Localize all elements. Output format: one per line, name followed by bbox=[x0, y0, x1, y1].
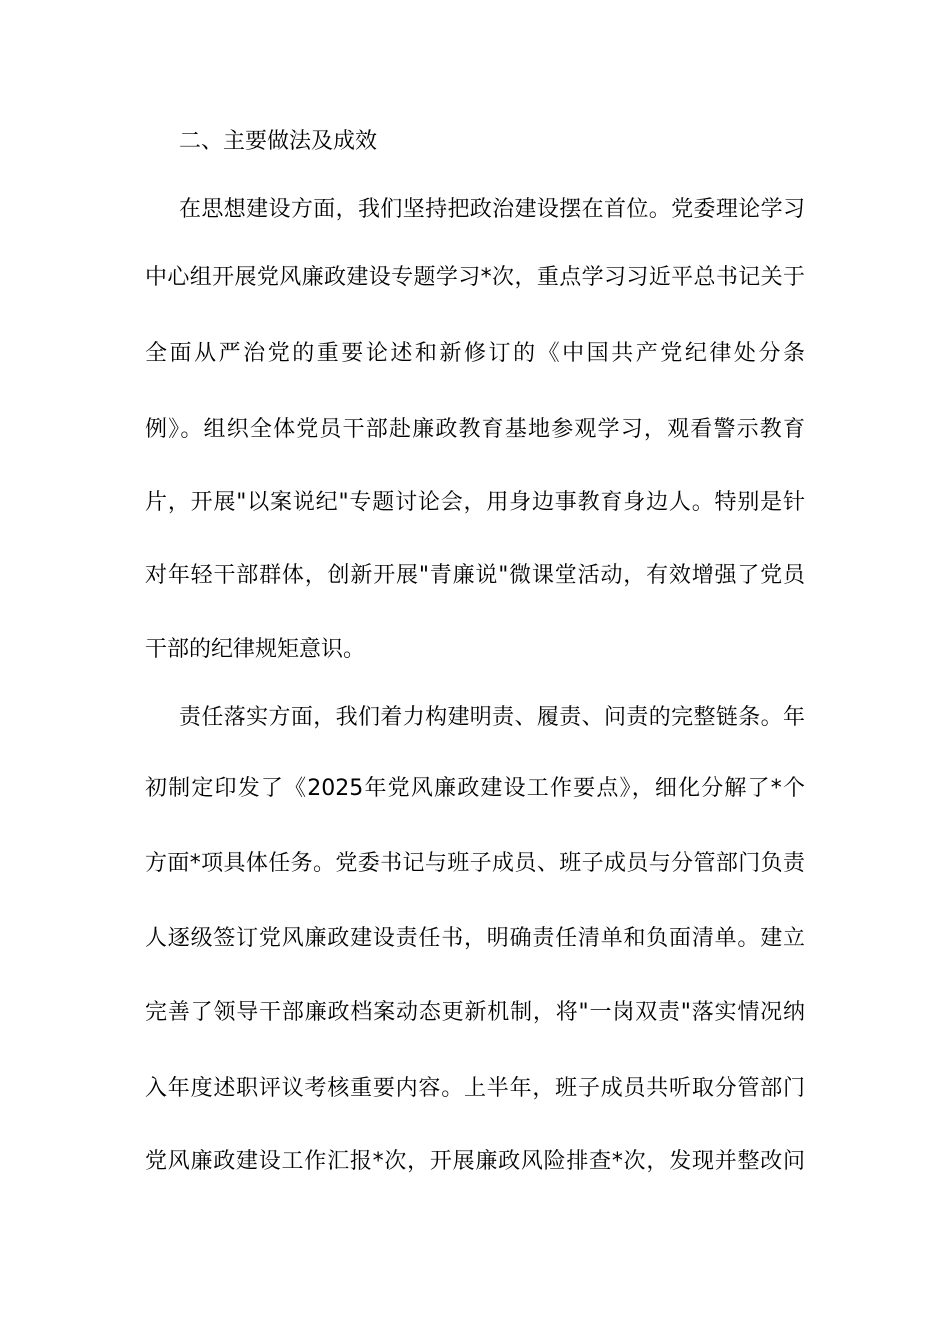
paragraph-line: 在思想建设方面，我们坚持把政治建设摆在首位。党委理论学习 bbox=[179, 197, 805, 222]
paragraph-line: 中心组开展党风廉政建设专题学习*次，重点学习习近平总书记关于 bbox=[145, 265, 805, 290]
paragraph-line: 人逐级签订党风廉政建设责任书，明确责任清单和负面清单。建立 bbox=[145, 926, 805, 951]
paragraph-line: 对年轻干部群体，创新开展"青廉说"微课堂活动，有效增强了党员 bbox=[145, 563, 805, 588]
paragraph-line: 初制定印发了《2025年党风廉政建设工作要点》，细化分解了*个 bbox=[145, 776, 805, 801]
paragraph-line: 党风廉政建设工作汇报*次，开展廉政风险排查*次，发现并整改问 bbox=[145, 1149, 805, 1174]
paragraph-line: 全面从严治党的重要论述和新修订的《中国共产党纪律处分条 bbox=[145, 341, 805, 366]
paragraph-line: 片，开展"以案说纪"专题讨论会，用身边事教育身边人。特别是针 bbox=[145, 490, 805, 515]
paragraph-line: 干部的纪律规矩意识。 bbox=[145, 637, 366, 662]
section-heading: 二、主要做法及成效 bbox=[179, 129, 378, 154]
paragraph-line: 方面*项具体任务。党委书记与班子成员、班子成员与分管部门负责 bbox=[145, 851, 805, 876]
paragraph-line: 完善了领导干部廉政档案动态更新机制，将"一岗双责"落实情况纳 bbox=[145, 1000, 805, 1025]
paragraph-line: 入年度述职评议考核重要内容。上半年，班子成员共听取分管部门 bbox=[145, 1076, 805, 1101]
paragraph-line: 例》。组织全体党员干部赴廉政教育基地参观学习，观看警示教育 bbox=[145, 417, 805, 442]
paragraph-line: 责任落实方面，我们着力构建明责、履责、问责的完整链条。年 bbox=[179, 705, 805, 730]
